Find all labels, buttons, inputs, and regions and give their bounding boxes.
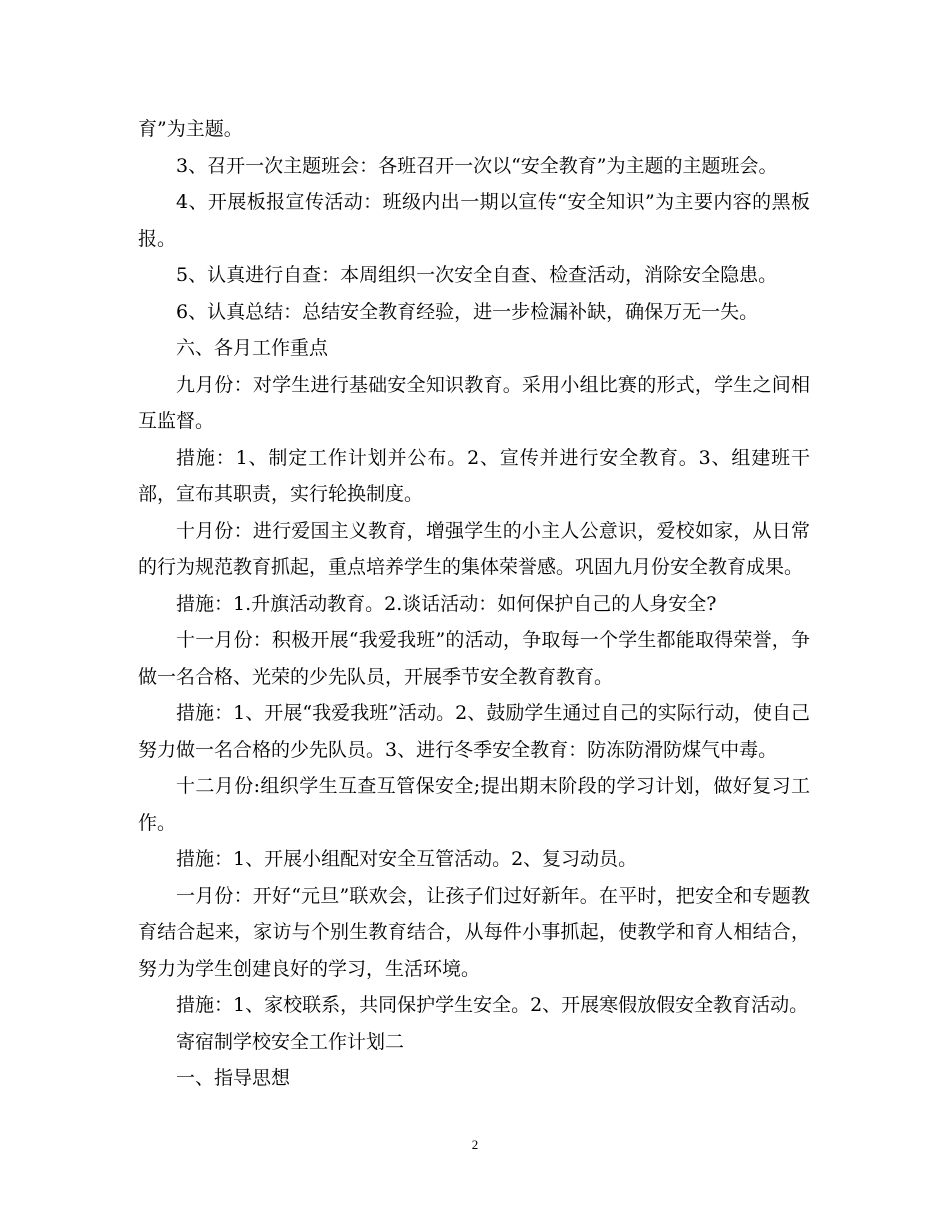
paragraph-december-measures: 措施：1、开展小组配对安全互管活动。2、复习动员。: [176, 848, 638, 870]
paragraph-continuation: 育”为主题。: [138, 118, 243, 140]
paragraph-january: 一月份：开好“元旦”联欢会，让孩子们过好新年。在平时，把安全和专题教育结合起来，家访与个别生教育结合，从每件小事抓起，使教学和育人相结合，努力为学生创建良好的学习，生活环境。: [138, 884, 810, 980]
paragraph-september: 九月份：对学生进行基础安全知识教育。采用小组比赛的形式，学生之间相互监督。: [138, 373, 810, 432]
paragraph-november: 十一月份：积极开展“我爱我班”的活动，争取每一个学生都能取得荣誉，争做一名合格、光荣的少先队员，开展季节安全教育教育。: [138, 629, 810, 688]
paragraph-october-measures: 措施：1.升旗活动教育。2.谈话活动：如何保护自己的人身安全?: [176, 592, 717, 615]
paragraph-january-measures: 措施：1、家校联系，共同保护学生安全。2、开展寒假放假安全教育活动。: [176, 994, 809, 1016]
section-heading-guiding-ideology: 一、指导思想: [176, 1067, 291, 1089]
paragraph-december: 十二月份:组织学生互查互管保安全;提出期末阶段的学习计划，做好复习工作。: [138, 775, 810, 834]
paragraph-item-4: 4、开展板报宣传活动：班级内出一期以宣传“安全知识”为主要内容的黑板报。: [138, 191, 810, 250]
paragraph-item-3: 3、召开一次主题班会：各班召开一次以“安全教育”为主题的主题班会。: [176, 154, 778, 177]
paragraph-item-6: 6、认真总结：总结安全教育经验，进一步检漏补缺，确保万无一失。: [176, 300, 759, 323]
section-title-plan-two: 寄宿制学校安全工作计划二: [176, 1030, 405, 1053]
page-number: 2: [471, 1137, 479, 1152]
paragraph-october: 十月份：进行爱国主义教育，增强学生的小主人公意识，爱校如家，从日常的行为规范教育抓起，重点培养学生的集体荣誉感。巩固九月份安全教育成果。: [138, 519, 810, 578]
paragraph-november-measures: 措施：1、开展“我爱我班”活动。2、鼓励学生通过自己的实际行动，使自己努力做一名合格的少先队员。3、进行冬季安全教育：防冻防滑防煤气中毒。: [138, 702, 810, 761]
paragraph-september-measures: 措施：1、制定工作计划并公布。2、宣传并进行安全教育。3、组建班干部，宣布其职责，实行轮换制度。: [138, 446, 810, 505]
section-heading-monthly-focus: 六、各月工作重点: [176, 337, 329, 359]
document-body: [138, 111, 810, 1097]
paragraph-item-5: 5、认真进行自查：本周组织一次安全自查、检查活动，消除安全隐患。: [176, 264, 778, 286]
